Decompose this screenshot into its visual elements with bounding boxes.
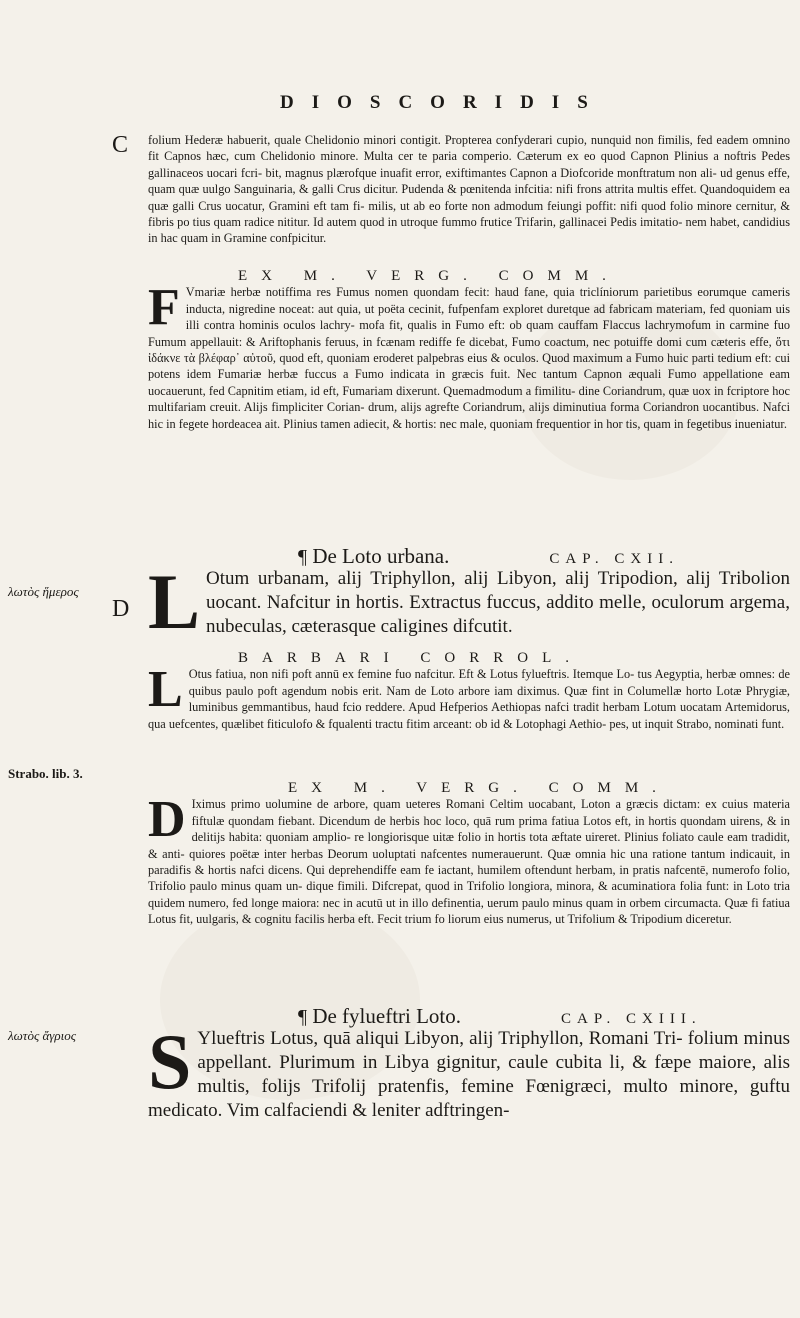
drop-capital-l: L xyxy=(148,661,183,719)
pilcrow-icon: ¶ xyxy=(298,546,308,568)
paragraph-diximus: D Iximus primo uolumine de arbore, quam ueteres Romani Celtim uocabant, Loton a græcis dictam: ex cuius materia fiftulæ quondam fiebant. Dicendum de herbis hoc loco, quā rum prima fatiua Lotos eft, in hortis quondam uirens, & in delitijs habita: quoniam amplio- re longiorisque uitæ folio in hortis tota æftate uireret. Plinius foliato caule eam tradidit, & anti- quiores poëtæ inter herbas Deorum uoluptati nafcentes numerauerunt. Quæ omnia hic una ratione tantum indicauit, in paradifis & hortis nafci dicens. Qui deprehendiffe eam fe iactant, humilem oftendunt herbam, in pratis nafcentē, numerofo folio, Trifolio paulo minus quam un- dique fimili. Difcrepat, quod in Trifolio longiora, minora, & acuminatiora folia funt: in Loto tria quidem numero, fed longe maiora: nec in acutū ut in illo definentia, uerum paulo minus quam in orbem circumacta. Quæ fi fatiua Lotus fit, uulgaris, & cognitu facilis herba eft. Fecit trium fo liorum eius numerus, ut Trifolium & Tripodium diceretur. xyxy=(148,791,790,927)
chapter-heading-112 xyxy=(148,544,790,568)
running-head: DIOSCORIDIS xyxy=(280,92,606,113)
drop-capital-l: L xyxy=(148,558,201,646)
drop-capital-d: D xyxy=(148,791,186,849)
section-heading-ex-verg: EX M. VERG. COMM. xyxy=(288,780,670,796)
drop-capital-f: F xyxy=(148,279,180,337)
paragraph-loto-urbana: L Otum urbanam, alij Triphyllon, alij Libyon, alij Tripodion, alij Tribolion uocant. Nafcitur in hortis. Extractus fuccus, addito melle, oculorum argema, nubeculas, cæterasque caligines difcutit. xyxy=(148,558,790,646)
margin-greek-lotos-hemeros: λωτὸς ἥμερος xyxy=(8,584,79,599)
paragraph-capnos: folium Hederæ habuerit, quale Chelidonio minori contigit. Propterea confyderari cupio, nunquid non fimilis, fed eadem omnino fit Capnos hæc, cum Chelidonio minore. Multa cer te paria comperio. Cæterum ex eo quod Capnon Plinius a noftris Pedes gallinaceos uocari fcri- bit, magnus plærofque inuafit error, exiftimantes Capnon a Diofcoride monftratum non ali- ud genus effe, quam quæ uulgo Sanguinaria, & galli Crus dicitur. Pudenda & pœnitenda infcitia: nifi frons attrita multis effet. Quandoquidem ea quæ galli Crus uocatur, Gramini eft tam fi- milis, ut ab eo forte non admodum feiungi poffit: nifi quod folio minore cernitur, & fibris po tius quam radice nititur. Id autem quod in utroque fummo frutice Trifarin, gallinacei Pedis imitatio- nem habet, candidius in hac quam in Gramine confpicitur. xyxy=(148,133,790,246)
text-diximus-section xyxy=(148,780,790,928)
text-fumaria-section xyxy=(148,268,790,432)
margin-greek-lotos-agrios: λωτὸς ἄγριος xyxy=(8,1028,77,1043)
drop-capital-s: S xyxy=(148,1018,192,1106)
chapter-number: CAP. CXIII. xyxy=(561,1011,702,1027)
text-barbari-section xyxy=(148,650,790,732)
chapter-112 xyxy=(148,544,790,646)
margin-letter-d: D xyxy=(112,596,130,622)
paragraph-fumaria: F Vmariæ herbæ notiffima res Fumus nomen quondam fecit: haud fane, quia triclíniorum parietibus eorumque cameris inducta, nigredine noceat: aut quia, ut poëta cecinit, fufpenfam exploret duretque ad fabricam materiam, fed quoniam uis illi contra hominis oculos lachry- mofa fit, qualis in Fumo eft: ob quam cauffam Flaccus lachrymofum in carmine fuo Fumum appellauit: & Ariftophanis feruus, in fcænam rediffe fe dicebat, Fumo coactum, nec potuiffe domi cum cæteris effe, ὅτι ἰδάκνε τὰ βλέφαρ᾽ αὐτοῦ, quod eft, quoniam eroderet palpebras eius & oculos. Quod maximum a Fumo huic parti tedium eft: cui potens idem Fumariæ herbæ fuccus a Fumo indicata in græcis fuit. Nec tantum Capnon æquali Fumo appellatione eam uocauerunt, fed Capnitim etiam, id eft, Fumariam dixerunt. Quemadmodum a fimilitu- dine Coriandrum, quæ uox in fcriptore hoc multifariam creuit. Alijs fimpliciter Corian- drum, alijs agrefte Coriandrum, alijs diminutiua forma Coriandron uocantibus. Nafci hic in fegete hordeacea ait. Plinius tamen adiecit, & hortis: nec male, quoniam frequentior in hor tis, quam in fegetibus inueniatur. xyxy=(148,279,790,431)
paragraph-barbari: L Otus fatiua, non nifi poft annū ex femine fuo nafcitur. Eft & Lotus fylueftris. Itemque Lo- tus Aegyptia, herbæ omnes: de quibus paulo poft agendum nobis erit. Nam de Loto arbore iam diximus. Quæ fint in Columellæ horto Lotæ Phrygiæ, luminibus gemmantibus, haud fcio reddere. Apud Hefperios Aethiopas nafci tradit herbam Lotum uocatam Artemidorus, qua uefcentes, quælibet fiticulofo & fqualenti tractu fitim arceant: ob id & Lotophagi Aethio- pes, ut inquit Strabo, nominati funt. xyxy=(148,661,790,731)
chapter-heading-113 xyxy=(148,1004,790,1028)
chapter-number: CAP. CXII. xyxy=(549,551,679,567)
section-heading-barbari: BARBARI CORROL. xyxy=(238,650,584,666)
section-heading-ex-verg: EX M. VERG. COMM. xyxy=(238,268,620,284)
text-top-para xyxy=(148,132,790,247)
chapter-title: De Loto urbana. xyxy=(312,544,450,568)
margin-strabo-ref: Strabo. lib. 3. xyxy=(8,766,83,781)
margin-letter-c: C xyxy=(112,132,129,158)
chapter-113 xyxy=(148,1004,790,1123)
pilcrow-icon: ¶ xyxy=(298,1006,308,1028)
chapter-title: De fylueftri Loto. xyxy=(312,1004,462,1028)
paragraph-sylvestris-lotus: S Ylueftris Lotus, quā aliqui Libyon, alij Triphyllon, Romani Tri- folium minus appellant. Plurimum in Libya gignitur, caule cubita li, & fæpe maiore, alis multis, folijs Trifolij pratenfis, femine Fœnigræci, multo minore, guftu medicato. Vim calfaciendi & leniter adftringen- xyxy=(148,1018,790,1122)
